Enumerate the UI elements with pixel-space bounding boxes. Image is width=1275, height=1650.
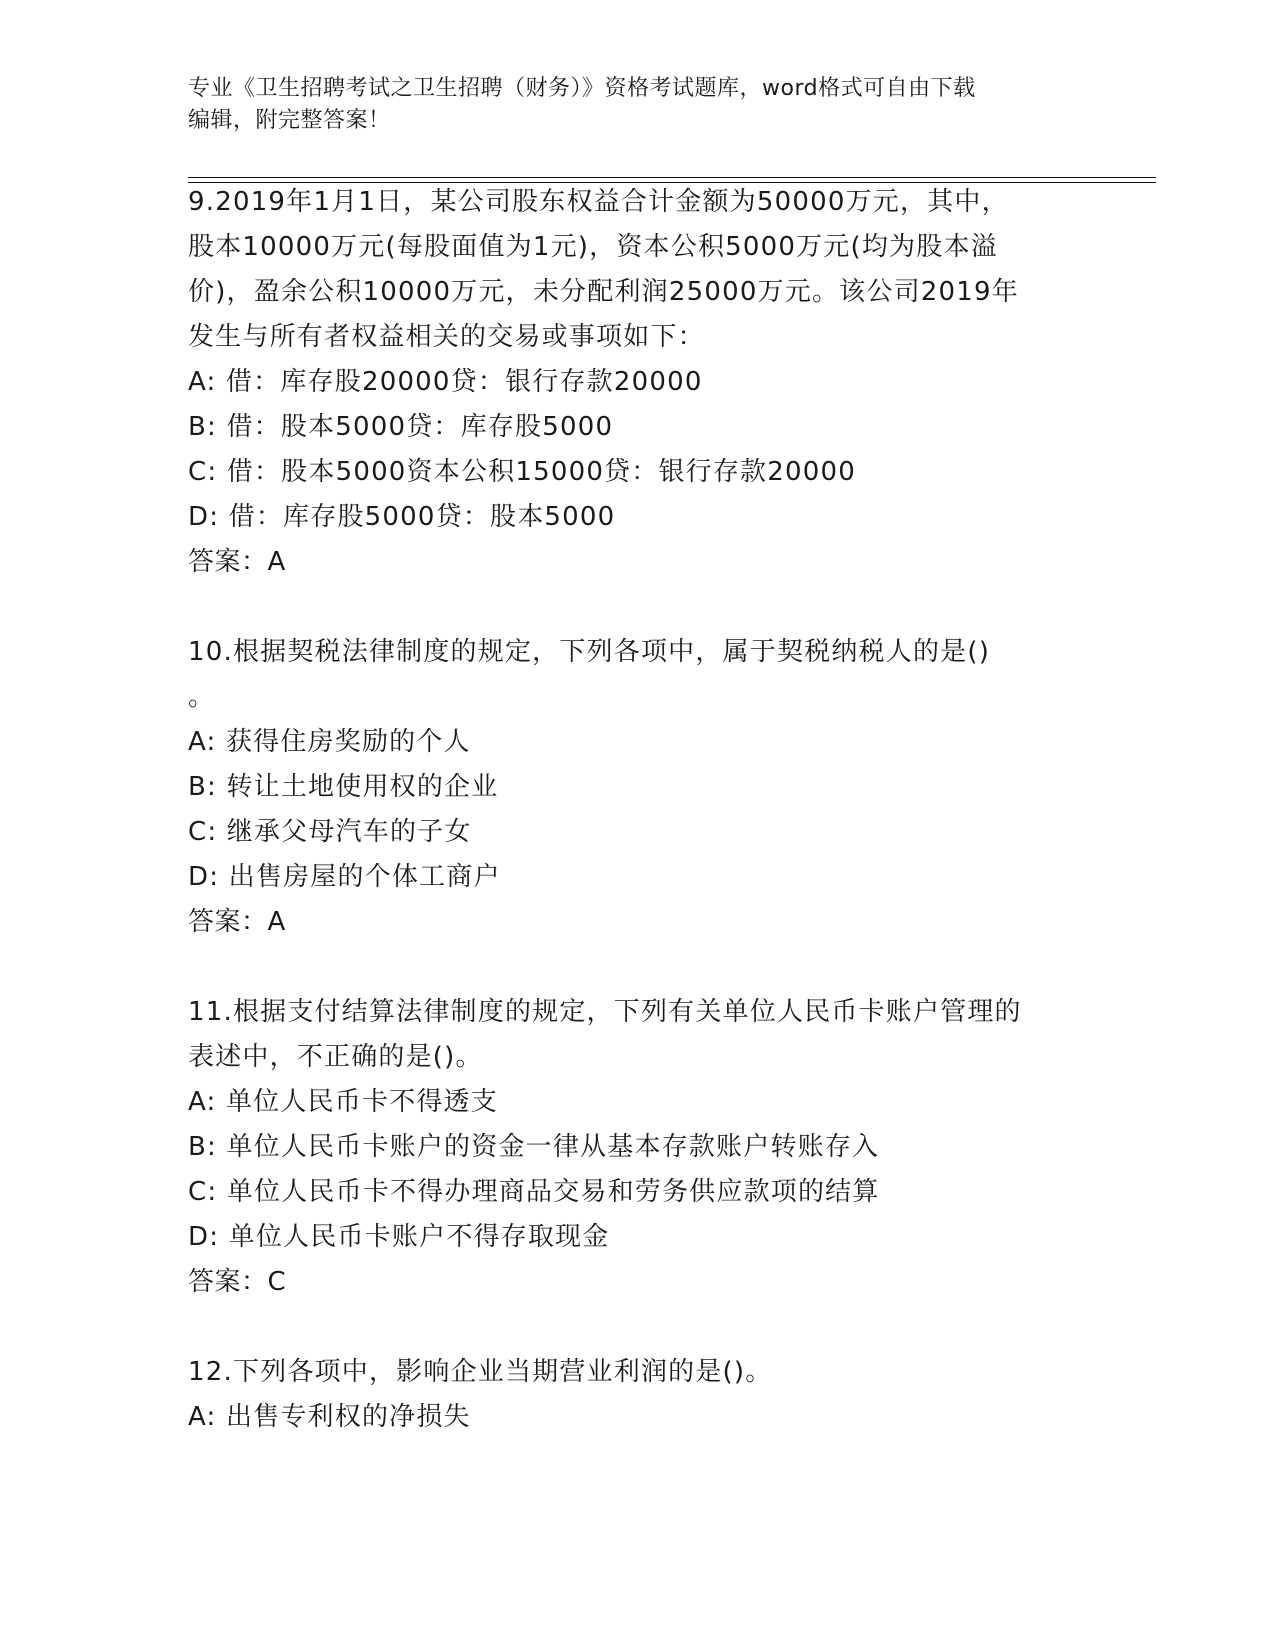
question-11-option-b: B: 单位人民币卡账户的资金一律从基本存款账户转账存入: [188, 1132, 880, 1162]
question-9-stem-line-2: 股本10000万元(每股面值为1元)，资本公积5000万元(均为股本溢: [188, 232, 998, 262]
question-11-option-a: A: 单位人民币卡不得透支: [188, 1087, 498, 1117]
question-11-stem-line-1: 11.根据支付结算法律制度的规定，下列有关单位人民币卡账户管理的: [188, 997, 1022, 1027]
question-11-stem-line-2: 表述中，不正确的是()。: [188, 1042, 483, 1072]
question-11-option-d: D: 单位人民币卡账户不得存取现金: [188, 1222, 610, 1252]
question-10-option-d: D: 出售房屋的个体工商户: [188, 862, 501, 892]
question-10-option-c: C: 继承父母汽车的子女: [188, 817, 472, 847]
question-9-option-b: B: 借：股本5000贷：库存股5000: [188, 412, 614, 442]
question-9-stem-line-3: 价)，盈余公积10000万元，未分配利润25000万元。该公司2019年: [188, 277, 1019, 307]
header-line-2: 编辑，附完整答案！: [188, 108, 391, 133]
question-9-stem-line-4: 发生与所有者权益相关的交易或事项如下：: [188, 322, 705, 352]
question-10-stem-line-2: 。: [188, 682, 216, 712]
question-10-answer: 答案：A: [188, 907, 286, 937]
question-9-option-c: C: 借：股本5000资本公积15000贷：银行存款20000: [188, 457, 856, 487]
question-11-answer: 答案：C: [188, 1267, 287, 1297]
question-9-option-d: D: 借：库存股5000贷：股本5000: [188, 502, 616, 532]
question-10-option-b: B: 转让土地使用权的企业: [188, 772, 499, 802]
header-divider-bottom: [188, 182, 1156, 183]
header-divider-top: [188, 177, 1156, 178]
question-12-option-a: A: 出售专利权的净损失: [188, 1402, 471, 1432]
question-9-stem-line-1: 9.2019年1月1日，某公司股东权益合计金额为50000万元，其中，: [188, 187, 1009, 217]
question-9-answer: 答案：A: [188, 547, 286, 577]
question-12-stem-line-1: 12.下列各项中，影响企业当期营业利润的是()。: [188, 1357, 773, 1387]
question-10-stem-line-1: 10.根据契税法律制度的规定，下列各项中，属于契税纳税人的是(): [188, 637, 991, 667]
header-line-1: 专业《卫生招聘考试之卫生招聘（财务）》资格考试题库，word格式可自由下载: [188, 76, 976, 101]
question-10-option-a: A: 获得住房奖励的个人: [188, 727, 471, 757]
document-header: [188, 73, 1088, 137]
question-11-option-c: C: 单位人民币卡不得办理商品交易和劳务供应款项的结算: [188, 1177, 880, 1207]
question-9-option-a: A: 借：库存股20000贷：银行存款20000: [188, 367, 703, 397]
